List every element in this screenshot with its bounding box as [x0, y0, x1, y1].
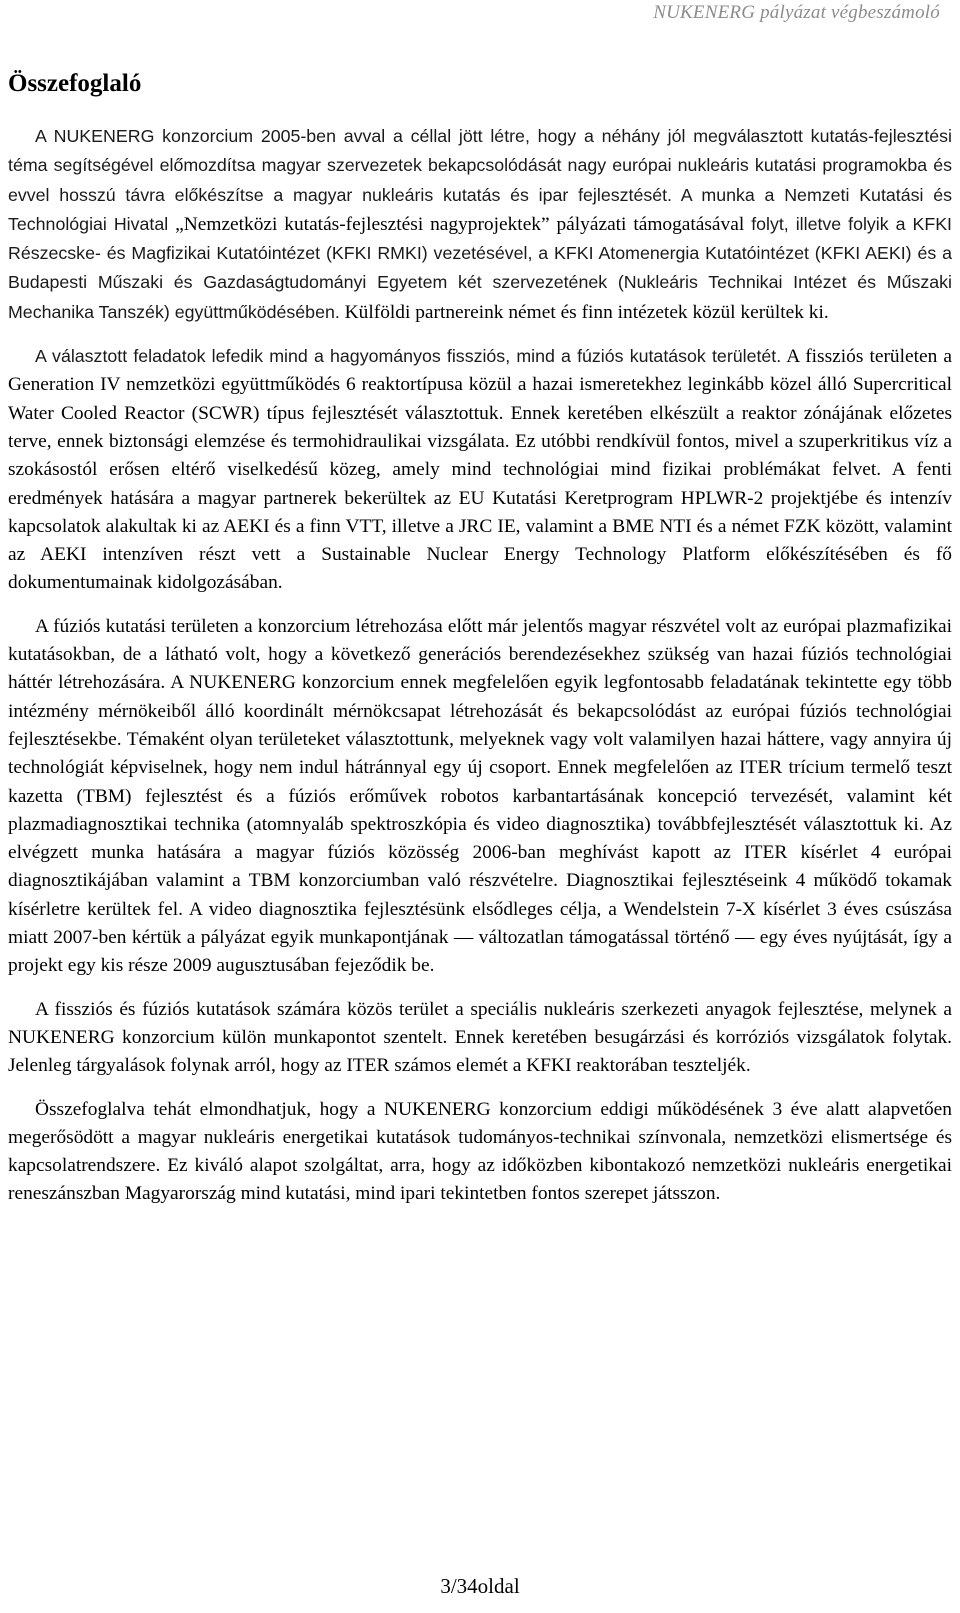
paragraph-materials: A fissziós és fúziós kutatások számára közös terület a speciális nukleáris szerkezeti anyagok fejlesztése, melynek a NUKENERG konzorcium külön munkapontot szentelt. Ennek keretében besugárzási és korróziós vizsgálatok folytak. Jelenleg tárgyalások folynak arról, hogy az ITER számos elemét a KFKI reaktorában teszteljék.	[8, 998, 952, 1077]
paragraph-intro-sans-part: A NUKENERG konzorcium 2005-ben avval a céllal jött létre, hogy a néhány jól megválasztott kutatás-fejlesztési téma segítségével előmozdítsa magyar szervezetek bekapcsolódását nagy európai nukleáris kutatási programokba és evvel hosszú távra előkészítse a magyar nukleáris kutatás és ipar fejlesztését. A munka a Nemzeti Kutatási és Technológiai Hivatal	[8, 126, 952, 234]
paragraph-fission-sans-part: A választott feladatok lefedik mind a hagyományos fissziós, mind a fúziós kutatások területét.	[35, 346, 782, 367]
paragraph-intro-sans-part-2: folyt, illetve folyik a KFKI Részecske- és Magfizikai Kutatóintézet (KFKI RMKI) vezetésével, a KFKI Atomenergia Kutatóintézet (KFKI AEKI) és a Budapesti Műszaki és Gazdaságtudományi Egyetem két szervezetének (Nukleáris Technikai Intézet és Műszaki Mechanika Tanszék) együttműködésében.	[8, 213, 952, 322]
paragraph-fission	[8, 342, 952, 598]
paragraph-intro-serif-part-2: Külföldi partnereink német és finn intézetek közül kerültek ki.	[339, 301, 829, 323]
paragraph-summary: Összefoglalva tehát elmondhatjuk, hogy a NUKENERG konzorcium eddigi működésének 3 éve alatt alapvetően megerősödött a magyar nukleáris energetikai kutatások tudományos-technikai színvonala, nemzetközi elismertsége és kapcsolatrendszere. Ez kiváló alapot szolgáltat, arra, hogy az időközben kibontakozó nemzetközi nukleáris energetikai reneszánszban Magyarország mind kutatási, mind ipari tekintetben fontos szerepet játsszon.	[8, 1098, 952, 1205]
running-header: NUKENERG pályázat végbeszámoló	[653, 2, 940, 23]
paragraph-fission-serif-part: A fissziós területen a Generation IV nemzetközi együttműködés 6 reaktortípusa közül a hazai ismeretekhez leginkább közel álló Supercritical Water Cooled Reactor (SCWR) típus fejlesztését választottuk. Ennek keretében elkészült a reaktor zónájának előzetes terve, ennek biztonsági elemzése és termohidraulikai vizsgálata. Ez utóbbi rendkívül fontos, mivel a szuperkritikus víz a szokásostól erősen eltérő viselkedésű közeg, amely mind technológiai mind fizikai problémákat felvet. A fenti eredmények hatására a magyar partnerek bekerültek az EU Kutatási Keretprogram HPLWR-2 projektjébe és intenzív kapcsolatok alakultak ki az AEKI és a finn VTT, illetve a JRC IE, valamint a BME NTI és a német FZK között, valamint az AEKI intenzíven részt vett a Sustainable Nuclear Energy Technology Platform előkészítésében és fő dokumentumainak kidolgozásában.	[8, 346, 952, 594]
page-number: 3/34oldal	[440, 1574, 520, 1598]
paragraph-intro	[8, 122, 952, 327]
paragraph-intro-serif-part: „Nemzetközi kutatás-fejlesztési nagyprojektek” pályázati támogatásával	[175, 213, 745, 235]
section-title: Összefoglaló	[8, 70, 142, 97]
body-text	[8, 122, 952, 1224]
paragraph-fusion: A fúziós kutatási területen a konzorcium létrehozása előtt már jelentős magyar részvétel volt az európai plazmafizikai kutatásokban, de a látható volt, hogy a következő generációs berendezésekhez szükség van hazai fúziós technológiai háttér létrehozására. A NUKENERG konzorcium ennek megfelelően egyik legfontosabb feladatának tekintette egy több intézmény mérnökeiből álló koordinált mérnökcsapat létrehozását és bekapcsolódást az európai fúziós technológiai fejlesztésekbe. Témaként olyan területeket választottunk, melyeknek vagy volt valamilyen hazai háttere, vagy annyira új technológiát képviselnek, hogy nem indul hátránnyal egy új csoport. Ennek megfelelően az ITER trícium termelő teszt kazetta (TBM) fejlesztést és a fúziós erőművek robotos karbantartásának koncepció tervezését, valamint két plazmadiagnosztikai technika (atomnyaláb spektroszkópia és video diagnosztika) továbbfejlesztését választottuk ki. Az elvégzett munka hatására a magyar fúziós közösség 2006-ban meghívást kapott az ITER kísérlet 4 európai diagnosztikájában valamint a TBM konzorciumban való részvételre. Diagnosztikai fejlesztéseink 4 működő tokamak kísérletre kerültek fel. A video diagnosztika fejlesztésünk elsődleges célja, a Wendelstein 7-X kísérlet 3 éves csúszása miatt 2007-ben kértük a pályázat egyik munkapontjának — változatlan támogatással történő — egy éves nyújtását, így a projekt egy kis része 2009 augusztusában fejeződik be.	[8, 615, 952, 977]
